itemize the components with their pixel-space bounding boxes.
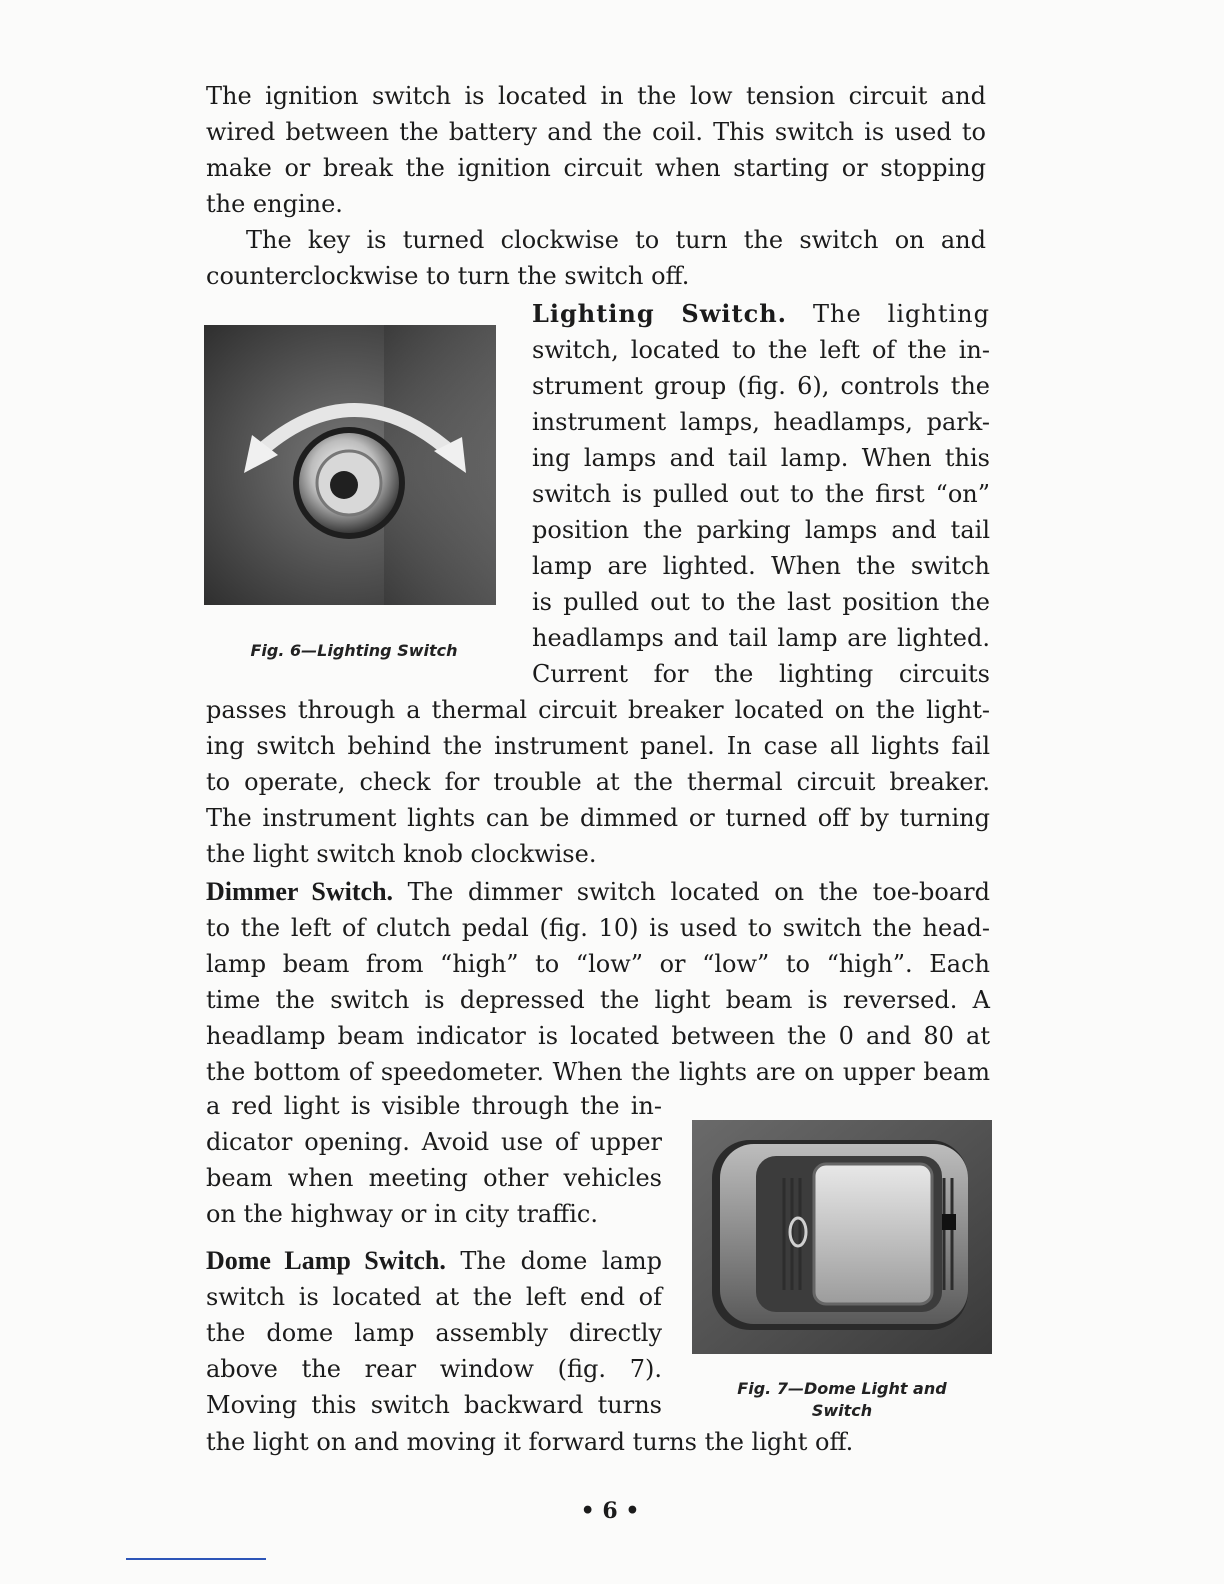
dome-light-image xyxy=(692,1120,992,1354)
text-line: the light switch knob clockwise. xyxy=(206,840,597,868)
key-paragraph xyxy=(206,222,986,294)
dome-lamp-paragraph xyxy=(206,1243,662,1423)
text-line: the dome lamp assembly directly xyxy=(206,1319,662,1347)
dome-light-photo xyxy=(692,1120,992,1354)
caption-line: Fig. 7—Dome Light and xyxy=(737,1379,947,1398)
text-line: switch, located to the left of the in- xyxy=(532,336,990,364)
switch-toggle-icon xyxy=(942,1214,956,1230)
text-line: Dimmer Switch. The dimmer switch located on the toe-board xyxy=(206,877,991,906)
fig7-caption xyxy=(692,1378,992,1422)
lighting-switch-photo xyxy=(204,325,496,605)
text-line: switch is pulled out to the first “on” xyxy=(532,480,990,508)
text-line: is pulled out to the last position the xyxy=(532,588,990,616)
text-line: The key is turned clockwise to turn the switch on and xyxy=(246,226,986,254)
fig6-caption: Fig. 6—Lighting Switch xyxy=(250,641,458,660)
text-line: ing switch behind the instrument panel. In case all lights fail xyxy=(206,732,990,760)
page-number: • 6 • xyxy=(580,1498,640,1524)
text-line: lamp beam from “high” to “low” or “low” to “high”. Each xyxy=(206,950,990,978)
text-line: above the rear window (fig. 7). xyxy=(206,1355,662,1383)
text-line: lamp are lighted. When the switch xyxy=(532,552,990,580)
dimmer-switch-continued xyxy=(206,1088,662,1232)
text-line: to operate, check for trouble at the thermal circuit breaker. xyxy=(206,768,990,796)
text-line: Current for the lighting circuits xyxy=(532,660,990,688)
text-line: beam when meeting other vehicles xyxy=(206,1164,662,1192)
text-line: position the parking lamps and tail xyxy=(532,516,990,544)
text-line: to the left of clutch pedal (fig. 10) is used to switch the head- xyxy=(206,914,990,942)
text-line: headlamps and tail lamp are lighted. xyxy=(532,624,990,652)
text-line: The instrument lights can be dimmed or turned off by turning xyxy=(206,804,990,832)
text-line: ing lamps and tail lamp. When this xyxy=(532,444,990,472)
text-line: The ignition switch is located in the low tension circuit and xyxy=(206,82,986,110)
text-line: wired between the battery and the coil. This switch is used to xyxy=(206,118,986,146)
text-line: counterclockwise to turn the switch off. xyxy=(206,262,690,290)
text-line: the bottom of speedometer. When the lights are on upper beam xyxy=(206,1058,990,1086)
footer-rule xyxy=(126,1558,266,1560)
text-line: Moving this switch backward turns xyxy=(206,1391,662,1419)
text-line: time the switch is depressed the light beam is reversed. A xyxy=(206,986,990,1014)
text-line: Lighting Switch. The lighting xyxy=(532,299,990,328)
text-line: make or break the ignition circuit when starting or stopping xyxy=(206,154,986,182)
text-line: passes through a thermal circuit breaker located on the light- xyxy=(206,696,990,724)
text-line: the engine. xyxy=(206,190,343,218)
lighting-switch-image xyxy=(204,325,496,605)
ignition-paragraph xyxy=(206,78,986,222)
text-line: dicator opening. Avoid use of upper xyxy=(206,1128,662,1156)
dome-lamp-continued xyxy=(206,1424,990,1460)
text-line: strument group (fig. 6), controls the xyxy=(532,372,990,400)
lighting-switch-continued xyxy=(206,692,990,872)
lighting-switch-heading: Lighting Switch. xyxy=(532,299,787,328)
caption-line: Switch xyxy=(811,1401,873,1420)
lighting-switch-paragraph xyxy=(532,296,990,692)
dimmer-switch-paragraph xyxy=(206,874,990,1090)
text-line: instrument lamps, headlamps, park- xyxy=(532,408,990,436)
text-line: on the highway or in city traffic. xyxy=(206,1200,598,1228)
dome-lamp-heading: Dome Lamp Switch. xyxy=(206,1246,446,1275)
text-line: the light on and moving it forward turns the light off. xyxy=(206,1428,854,1456)
dimmer-switch-heading: Dimmer Switch. xyxy=(206,877,394,906)
text-line: Dome Lamp Switch. The dome lamp xyxy=(206,1246,662,1275)
text-line: switch is located at the left end of xyxy=(206,1283,662,1311)
text-line: a red light is visible through the in- xyxy=(206,1092,662,1120)
text-line: headlamp beam indicator is located between the 0 and 80 at xyxy=(206,1022,990,1050)
